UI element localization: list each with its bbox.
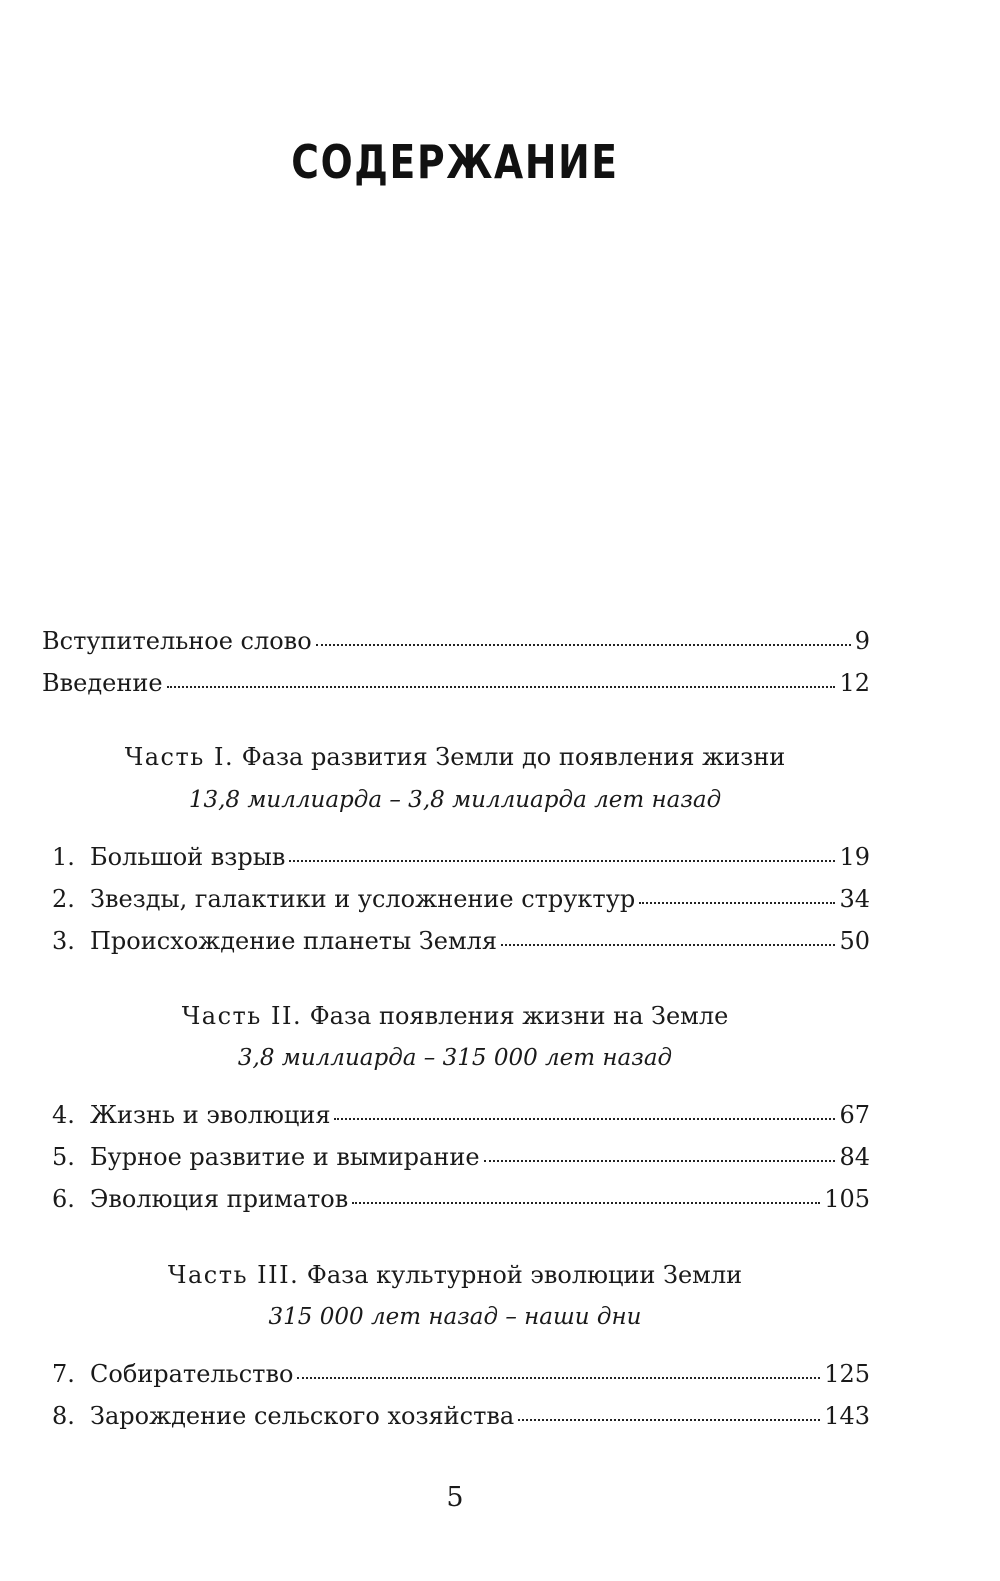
chapter-label: Жизнь и эволюция <box>90 1101 331 1129</box>
part-heading-2 <box>0 999 910 1033</box>
chapter-number: 7. <box>52 1360 75 1388</box>
toc-chapter-2[interactable] <box>52 882 870 916</box>
toc-entry-page: 12 <box>839 669 870 697</box>
chapter-label: Зарождение сельского хозяйства <box>90 1402 515 1430</box>
leader-dots <box>639 902 835 904</box>
leader-dots <box>297 1377 820 1379</box>
toc-chapter-5[interactable] <box>52 1140 870 1174</box>
leader-dots <box>316 644 851 646</box>
part-label: Часть III. <box>167 1261 300 1289</box>
chapter-label: Большой взрыв <box>90 843 286 871</box>
part-label: Часть II. <box>181 1002 303 1030</box>
toc-chapter-7[interactable] <box>52 1357 870 1391</box>
chapter-number: 3. <box>52 927 75 955</box>
toc-chapter-8[interactable] <box>52 1399 870 1433</box>
chapter-label: Происхождение планеты Земля <box>90 927 498 955</box>
toc-entry-page: 9 <box>854 627 870 655</box>
chapter-page: 84 <box>839 1143 870 1171</box>
page-number: 5 <box>446 1482 464 1513</box>
leader-dots <box>289 860 835 862</box>
toc-entry-label: Введение <box>42 669 163 697</box>
toc-chapter-4[interactable] <box>52 1098 870 1132</box>
toc-entry-introduction[interactable] <box>42 666 870 700</box>
toc-entry-label: Вступительное слово <box>42 627 312 655</box>
part-title: Фаза развития Земли до появления жизни <box>241 743 786 771</box>
chapter-label: Звезды, галактики и усложнение структур <box>90 885 636 913</box>
leader-dots <box>167 686 836 688</box>
part-dates-1: 13,8 миллиарда – 3,8 миллиарда лет назад <box>188 787 722 813</box>
part-dates-3: 315 000 лет назад – наши дни <box>268 1304 642 1330</box>
chapter-number: 5. <box>52 1143 75 1171</box>
leader-dots <box>484 1160 836 1162</box>
part-heading-3 <box>0 1258 910 1292</box>
chapter-page: 50 <box>839 927 870 955</box>
toc-chapter-3[interactable] <box>52 924 870 958</box>
page-title: СОДЕРЖАНИЕ <box>291 134 619 189</box>
part-label: Часть I. <box>124 743 235 771</box>
part-heading-1 <box>0 740 910 774</box>
leader-dots <box>501 944 835 946</box>
toc-entry-foreword[interactable] <box>42 624 870 658</box>
chapter-page: 125 <box>824 1360 870 1388</box>
leader-dots <box>334 1118 835 1120</box>
chapter-number: 2. <box>52 885 75 913</box>
part-title: Фаза появления жизни на Земле <box>309 1002 729 1030</box>
chapter-page: 34 <box>839 885 870 913</box>
chapter-page: 67 <box>839 1101 870 1129</box>
chapter-label: Бурное развитие и вымирание <box>90 1143 480 1171</box>
toc-chapter-1[interactable] <box>52 840 870 874</box>
toc-chapter-6[interactable] <box>52 1182 870 1216</box>
chapter-page: 19 <box>839 843 870 871</box>
leader-dots <box>352 1202 820 1204</box>
chapter-label: Эволюция приматов <box>90 1185 349 1213</box>
chapter-page: 143 <box>824 1402 870 1430</box>
part-dates-2: 3,8 миллиарда – 315 000 лет назад <box>237 1045 673 1071</box>
part-title: Фаза культурной эволюции Земли <box>306 1261 743 1289</box>
chapter-number: 1. <box>52 843 75 871</box>
chapter-number: 6. <box>52 1185 75 1213</box>
leader-dots <box>518 1419 820 1421</box>
chapter-page: 105 <box>824 1185 870 1213</box>
chapter-number: 8. <box>52 1402 75 1430</box>
chapter-number: 4. <box>52 1101 75 1129</box>
chapter-label: Собирательство <box>90 1360 294 1388</box>
